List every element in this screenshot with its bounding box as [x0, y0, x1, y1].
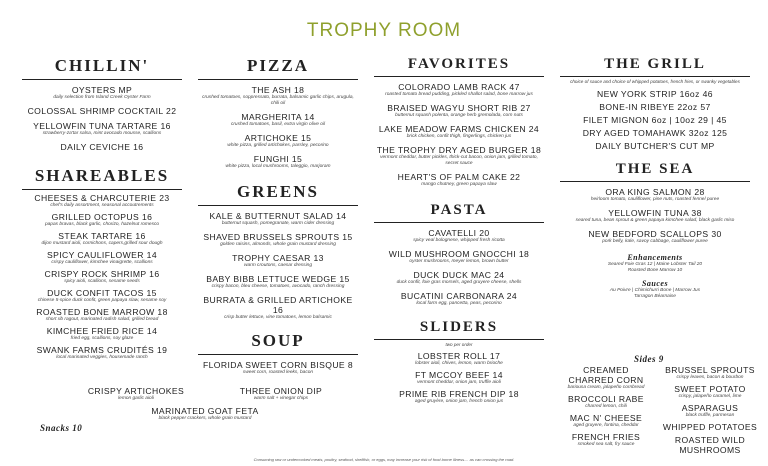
- menu-item-name: DUCK CONFIT TACOS 15: [47, 288, 157, 298]
- menu-item: [374, 291, 544, 307]
- menu-item-name: YELLOWFIN TUNA 38: [608, 208, 702, 218]
- section-heading-shareables: SHAREABLES: [34, 166, 170, 185]
- menu-item: [22, 326, 182, 342]
- menu-item-name: BURRATA & GRILLED ARTICHOKE 16: [203, 295, 353, 315]
- menu-item-name: ORA KING SALMON 28: [605, 187, 705, 197]
- menu-item-description: aged gruyere, fontina, cheddar: [573, 423, 639, 428]
- menu-item-description: smoked sea salt, fry sauce: [577, 442, 635, 447]
- menu-item: [22, 269, 182, 285]
- sides-section: [560, 354, 760, 455]
- snack-desc: warm salt + vinegar chips: [253, 396, 309, 401]
- menu-item: [22, 231, 182, 247]
- menu-item: [560, 115, 750, 125]
- menu-item-description: warm croutons, caesar dressing: [244, 263, 312, 268]
- menu-item: [560, 89, 750, 99]
- menu-item-description: brick chicken, confit thigh, fingerlings, chicken jus: [406, 134, 512, 139]
- menu-item: [22, 121, 182, 137]
- menu-item: [374, 124, 544, 140]
- menu-item-name: WHIPPED POTATOES: [662, 422, 758, 432]
- menu-item-name: YELLOWFIN TUNA TARTARE 16: [33, 121, 171, 131]
- pasta-list: [374, 228, 544, 307]
- divider: [560, 181, 750, 182]
- menu-item: [22, 85, 182, 101]
- menu-item: [660, 422, 760, 432]
- divider: [374, 76, 544, 77]
- enhancements-line-2: Roasted Bone Marrow 10: [627, 268, 683, 273]
- menu-item-description: dijon mustard aioli, cornichons, capers,grilled sour dough: [41, 241, 163, 246]
- sliders-subtitle: two per order: [445, 342, 473, 347]
- menu-item: [22, 106, 182, 116]
- divider: [22, 189, 182, 190]
- menu-item: [198, 360, 358, 376]
- menu-item-name: KALE & BUTTERNUT SALAD 14: [209, 211, 347, 221]
- shareables-list: [22, 193, 182, 361]
- menu-item: [374, 103, 544, 119]
- menu-item: [560, 208, 750, 224]
- menu-item-description: chef's daily assortment, seasonal accoutrements: [50, 203, 154, 208]
- snack-name: THREE ONION DIP: [239, 386, 323, 396]
- menu-item: [374, 228, 544, 244]
- menu-item-name: ROASTED WILD MUSHROOMS: [674, 435, 746, 455]
- menu-item: [374, 145, 544, 167]
- menu-item: [198, 85, 358, 107]
- menu-item-name: STEAK TARTARE 16: [58, 231, 146, 241]
- snacks-section: [60, 386, 350, 422]
- menu-item: [22, 250, 182, 266]
- sliders-list: [374, 351, 544, 405]
- snack-item: [60, 406, 350, 422]
- menu-item-name: ROASTED BONE MARROW 18: [36, 307, 168, 317]
- menu-item-description: mango chutney, green papaya slaw: [421, 182, 497, 187]
- section-heading-greens: GREENS: [237, 182, 319, 201]
- menu-item: [560, 394, 652, 410]
- menu-title: TROPHY ROOM: [306, 20, 462, 41]
- divider: [374, 222, 544, 223]
- menu-item-description: local farm egg, pancetta, peas, pecorino: [416, 301, 502, 306]
- menu-item-description: papas bravas, black garlic, chorizo, hazelnut romesco: [44, 222, 160, 227]
- menu-item-name: KIMCHEE FRIED RICE 14: [46, 326, 158, 336]
- menu-item-name: FT MCCOY BEEF 14: [415, 370, 503, 380]
- menu-item-name: BONE-IN RIBEYE 22oz 57: [599, 102, 711, 112]
- divider: [374, 339, 544, 340]
- menu-item-name: SWANK FARMS CRUDITÉS 19: [36, 345, 168, 355]
- menu-item: [22, 212, 182, 228]
- menu-item-name: SHAVED BRUSSELS SPROUTS 15: [203, 232, 353, 242]
- snacks-heading: Snacks 10: [40, 423, 83, 433]
- menu-item-name: LAKE MEADOW FARMS CHICKEN 24: [378, 124, 540, 134]
- menu-item-description: lobster aioli, chives, lemon, warm brioche: [415, 361, 503, 366]
- menu-item-description: charred lemon, chili: [585, 404, 627, 409]
- menu-item-name: CHEESES & CHARCUTERIE 23: [34, 193, 170, 203]
- menu-item: [198, 154, 358, 170]
- menu-item-description: butternut squash polenta, orange herb gremolada, corn nuts: [395, 113, 523, 118]
- footer-disclaimer: Consuming raw or undercooked meats, poultry, seafood, shellfish, or eggs, may increase your risk of food borne illness.... as can crossing the road.: [253, 457, 515, 462]
- menu-item-name: MAC N' CHEESE: [569, 413, 643, 423]
- menu-item-name: NEW BEDFORD SCALLOPS 30: [588, 229, 722, 239]
- menu-item: [660, 435, 760, 455]
- menu-item-description: roasted tomato bread pudding, pickled shallot salad, bone marrow jus: [385, 92, 533, 97]
- menu-item-name: FUNGHI 15: [253, 154, 303, 164]
- grill-subtitle: choice of sauce and choice of whipped potatoes, french fries, or swanky vegetables: [570, 79, 740, 84]
- menu-item: [198, 274, 358, 290]
- divider: [560, 76, 750, 77]
- greens-list: [198, 211, 358, 321]
- snack-desc: lemon garlic aioli: [118, 396, 154, 401]
- sides-heading: Sides 9: [634, 354, 664, 364]
- menu-item-name: DUCK DUCK MAC 24: [413, 270, 505, 280]
- menu-item-description: spicy aioli, scallions, sesame seeds: [64, 279, 140, 284]
- menu-item-description: white pizza, grilled artichokes, parsley, pecorino: [227, 143, 329, 148]
- pizza-list: [198, 85, 358, 170]
- menu-item-description: crushed tomatoes, basil, extra virgin olive oil: [230, 122, 326, 127]
- section-heading-favorites: FAVORITES: [407, 56, 511, 72]
- menu-item-name: OYSTERS MP: [71, 85, 133, 95]
- menu-item: [198, 211, 358, 227]
- menu-item-name: HEART'S OF PALM CAKE 22: [397, 172, 521, 182]
- menu-item: [560, 187, 750, 203]
- menu-item: [660, 403, 760, 419]
- menu-item-name: BRAISED WAGYU SHORT RIB 27: [387, 103, 531, 113]
- section-heading-soup: SOUP: [251, 331, 305, 350]
- section-heading-sea: THE SEA: [615, 161, 695, 177]
- menu-item-name: FRENCH FRIES: [571, 432, 641, 442]
- column-1: [22, 56, 182, 361]
- column-4: [560, 56, 750, 300]
- menu-item-name: MARGHERITA 14: [241, 112, 315, 122]
- snack-item: [88, 386, 184, 402]
- sea-list: [560, 187, 750, 245]
- menu-item: [22, 288, 182, 304]
- menu-item-name: CREAMED CHARRED CORN: [568, 365, 644, 385]
- menu-item-name: THE ASH 18: [251, 85, 305, 95]
- menu-item-name: SPICY CAULIFLOWER 14: [46, 250, 158, 260]
- menu-item: [660, 365, 760, 381]
- menu-item-description: crispy, jalapeño caramel, lime: [678, 394, 742, 399]
- snack-desc: black pepper crackers, whole grain mustard: [158, 416, 252, 421]
- menu-item-description: butternut squash, pomegranate, warm cider dressing: [221, 221, 335, 226]
- grill-list: [560, 89, 750, 151]
- menu-item: [560, 229, 750, 245]
- menu-item-name: GRILLED OCTOPUS 16: [51, 212, 153, 222]
- menu-item-name: COLOSSAL SHRIMP COCKTAIL 22: [27, 106, 177, 116]
- menu-item-name: DRY AGED TOMAHAWK 32oz 125: [582, 128, 728, 138]
- menu-item: [374, 389, 544, 405]
- menu-item-description: vermont cheddar, butter pickles, thick-cut bacon, onion jam, grilled tomato, secret sauce: [380, 155, 538, 166]
- sauces-line-2: Tarragon Béarnaise: [634, 294, 676, 299]
- menu-item-description: crisp butter lettuce, vine tomatoes, lemon balsamic: [224, 315, 332, 320]
- section-heading-pizza: PIZZA: [247, 56, 309, 75]
- menu-item-description: daily selection from Island Creek Oyster Farm: [53, 95, 151, 100]
- menu-item: [374, 172, 544, 188]
- menu-item-name: ASPARAGUS: [681, 403, 739, 413]
- menu-item-name: ARTICHOKE 15: [244, 133, 312, 143]
- menu-item-name: BABY BIBB LETTUCE WEDGE 15: [206, 274, 350, 284]
- enhancements-line-1: Seared Foie Gras 12 | Maine Lobster Tail 20: [607, 262, 703, 267]
- menu-item: [374, 249, 544, 265]
- section-heading-pasta: PASTA: [430, 202, 488, 218]
- menu-item-description: local marinated veggies, housemade ranch: [56, 355, 148, 360]
- snack-name: MARINATED GOAT FETA: [151, 406, 259, 416]
- menu-item-name: DAILY CEVICHE 16: [60, 142, 144, 152]
- snack-name: CRISPY ARTICHOKES: [87, 386, 185, 396]
- menu-item-description: short rib ragout, marinated radish salad, grilled bread: [45, 317, 159, 322]
- menu-item-name: BUCATINI CARBONARA 24: [400, 291, 518, 301]
- enhancements-heading: Enhancements: [627, 253, 683, 262]
- menu-item-description: crushed tomatoes, soppressato, burrata, balsamic garlic chips, arugula, chili oil: [202, 95, 354, 106]
- menu-item-name: THE TROPHY DRY AGED BURGER 18: [376, 145, 542, 155]
- divider: [198, 205, 358, 206]
- menu-item-name: LOBSTER ROLL 17: [417, 351, 501, 361]
- menu-item-name: DAILY BUTCHER'S CUT MP: [595, 141, 715, 151]
- menu-item-description: crispy cauliflower, kimchee vinaigrette, scallions: [51, 260, 153, 265]
- menu-item-name: CAVATELLI 20: [428, 228, 490, 238]
- menu-item-description: seared tuna, bean sprout & green papaya kimchee salad, black garlic miso: [575, 218, 735, 223]
- menu-item-description: chinese 5-spice duck confit, green papaya slaw, sesame soy: [37, 298, 167, 303]
- menu-item: [560, 128, 750, 138]
- section-heading-grill: THE GRILL: [604, 56, 706, 72]
- menu-item-description: crispy bacon, bleu cheese, tomatoes, avocado, ranch dressing: [211, 284, 345, 289]
- menu-item-name: TROPHY CAESAR 13: [232, 253, 324, 263]
- divider: [198, 79, 358, 80]
- menu-item-name: CRISPY ROCK SHRIMP 16: [44, 269, 160, 279]
- divider: [198, 354, 358, 355]
- menu-item-name: BROCCOLI RABE: [568, 394, 644, 404]
- menu-item: [198, 253, 358, 269]
- menu-item: [22, 142, 182, 152]
- menu-item: [198, 295, 358, 321]
- menu-item-description: white pizza, local mushrooms, taleggio, marjoram: [225, 164, 331, 169]
- menu-item: [560, 102, 750, 112]
- menu-item-name: SWEET POTATO: [674, 384, 746, 394]
- menu-item: [22, 193, 182, 209]
- menu-item-description: aged gruyère, onion jam, french onion jus: [414, 399, 504, 404]
- menu-item-name: WILD MUSHROOM GNOCCHI 18: [388, 249, 530, 259]
- menu-item: [374, 270, 544, 286]
- menu-item-name: FLORIDA SWEET CORN BISQUE 8: [202, 360, 354, 370]
- section-heading-chillin: CHILLIN': [54, 56, 150, 75]
- menu-item: [198, 232, 358, 248]
- menu-item: [560, 432, 652, 448]
- column-2: [198, 56, 358, 376]
- menu-item: [198, 112, 358, 128]
- column-3: [374, 56, 544, 405]
- menu-item-name: PRIME RIB FRENCH DIP 18: [399, 389, 519, 399]
- snack-item: [240, 386, 322, 402]
- menu-item: [660, 384, 760, 400]
- sides-right-list: [660, 362, 760, 455]
- menu-item-description: vermont cheddar, onion jam, truffle aioli: [417, 380, 501, 385]
- divider: [22, 79, 182, 80]
- sauces-heading: Sauces: [641, 279, 669, 288]
- menu-item-description: sweet corn, roasted leeks, bacon: [242, 370, 314, 375]
- chillin-list: [22, 85, 182, 152]
- menu-item-description: fried egg, scallions, soy glaze: [70, 336, 134, 341]
- menu-item-description: pork belly, kale, savoy cabbage, cauliflower puree: [602, 239, 708, 244]
- soup-list: [198, 360, 358, 376]
- menu-item-description: bariousa cream, jalapeño cornbread: [567, 385, 645, 390]
- menu-item-description: golden raisins, almonds, whole grain mustard dressing: [220, 242, 336, 247]
- menu-item-name: FILET MIGNON 6oz | 10oz 29 | 45: [583, 115, 727, 125]
- menu-item-name: NEW YORK STRIP 16oz 46: [597, 89, 713, 99]
- favorites-list: [374, 82, 544, 188]
- menu-item-description: black truffle, parmesan: [685, 413, 735, 418]
- menu-item: [198, 133, 358, 149]
- sides-left-list: [560, 362, 652, 455]
- menu-item-name: COLORADO LAMB RACK 47: [398, 82, 520, 92]
- menu-item: [374, 351, 544, 367]
- menu-item-name: BRUSSEL SPROUTS: [665, 365, 755, 375]
- menu-item-description: heirloom tomato, cauliflower, pine nuts, roasted fennel puree: [590, 197, 720, 202]
- sauces-line-1: Au Poivre | Chimichurri Bone | Marrow Jus: [609, 288, 701, 293]
- menu-item: [560, 141, 750, 151]
- menu-item-description: crispy leaves, bacon & bourbon: [676, 375, 744, 380]
- menu-item: [22, 307, 182, 323]
- section-heading-sliders: SLIDERS: [419, 319, 499, 335]
- menu-item-description: duck confit, foie gras morsels, aged gruyere cheese, shells: [396, 280, 522, 285]
- menu-item-description: strawberry-za'tar salsa, mint avocado mousse, scallions: [42, 131, 162, 136]
- menu-item: [22, 345, 182, 361]
- menu-item-description: oyster mushrooms, meyer lemon, brown butter: [409, 259, 509, 264]
- menu-item: [374, 82, 544, 98]
- menu-item: [560, 413, 652, 429]
- menu-item: [560, 365, 652, 391]
- menu-item-description: spicy veal bolognese, whipped fresh ricotta: [413, 238, 505, 243]
- menu-item: [374, 370, 544, 386]
